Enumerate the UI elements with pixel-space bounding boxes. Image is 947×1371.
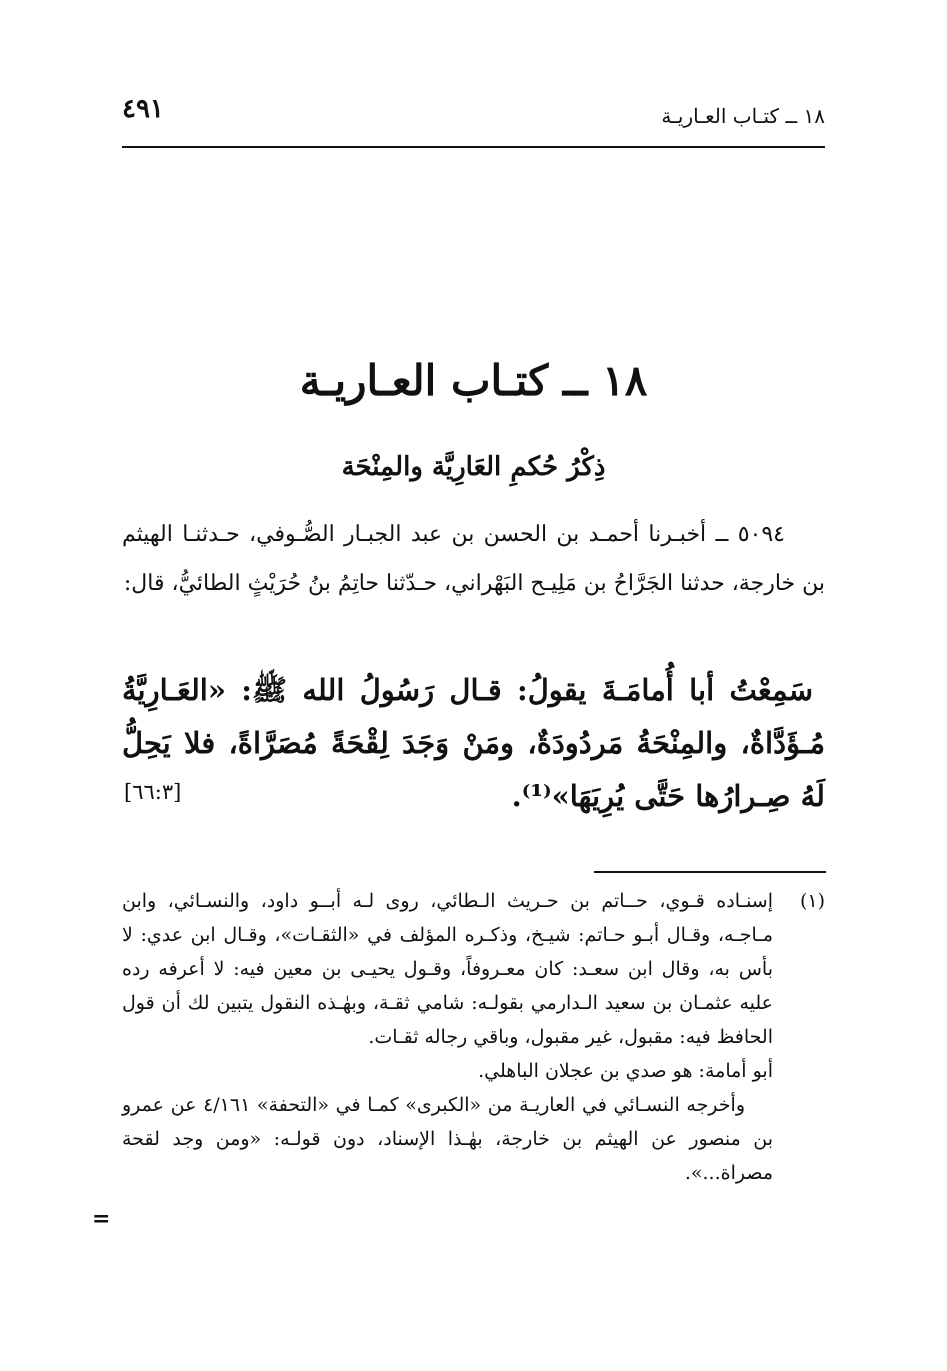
- header-rule: [122, 146, 825, 148]
- page-number: ٤٩١: [122, 94, 164, 124]
- footnote-rule: [594, 871, 826, 873]
- footnotes: [122, 884, 825, 1190]
- section-title: ذِكْرُ حُكمِ العَارِيَّة والمِنْحَة: [341, 452, 606, 482]
- hadith-matn: [122, 664, 825, 823]
- book-title: ١٨ ــ كتـاب العـاريـة: [299, 356, 648, 405]
- footnote-paragraph-2: أبو أمامة: هو صدي بن عجلان الباهلي.: [478, 1060, 773, 1082]
- isnad-text: ٥٠٩٤ ــ أخبـرنا أحمـد بن الحسن بن عبد الجبـار الصُّـوفي، حـدثنـا الهيثم بن خارجة، حدثنا الجَرَّاحُ بن مَلِيـح البَهْراني، حـدّثنا حاتِمُ بنُ حُرَيْثٍ الطائيُّ، قال:: [122, 522, 825, 596]
- hadith-isnad: [122, 510, 825, 608]
- hadith-reference: [٦٦:٣]: [124, 780, 182, 804]
- footnote-paragraph-3: وأخرجه النسـائي في العاريـة من «الكبرى» كمـا في «التحفة» ٤/١٦١ عن عمرو بن منصور عن الهيثم بن خارجة، بهٰـذا الإسناد، دون قولـه: «ومن وجد لقحة مصراة...».: [122, 1094, 773, 1184]
- footnote-paragraph-1: إسنـاده قـوي، حــاتم بن حـريث الـطائي، روى لـه أبــو داود، والنسـائي، وابن مـاجـه، وقـال أبـو حـاتم: شيـخ، وذكـره المؤلف في «الثقـات»، وقـال ابن عدي: لا بأس به، وقال ابن سعـد: كان معـروفاً، وقـول يحيـى بن معين فيه: لا أعرفه رده عليه عثمـان بن سعيد الـدارمي بقولـه: شامي ثقـة، وبهٰـذه النقول يتبين لك أن قول الحافظ فيه: مقبول، غير مقبول، وباقي رجاله ثقـات.: [122, 890, 773, 1048]
- footnote-marker: (١): [799, 890, 825, 912]
- matn-text: سَمِعْتُ أبا أُمامَـةَ يقولُ: قـال رَسُولُ الله ﷺ: «العَـارِيَّةُ مُـؤَدَّاةٌ، والمِنْحَةُ مَردُودَةٌ، ومَنْ وَجَدَ لِقْحَةً مُصَرَّاةً، فلا يَحِلُّ لَهُ صِـرارُها حَتَّى يُرِيَهَا»⁽¹⁾.: [122, 673, 825, 813]
- running-head: [122, 90, 825, 138]
- running-title: ١٨ ــ كتـاب العـاريـة: [661, 104, 825, 128]
- continuation-mark: =: [92, 1206, 111, 1232]
- footnote-1: [122, 884, 825, 1190]
